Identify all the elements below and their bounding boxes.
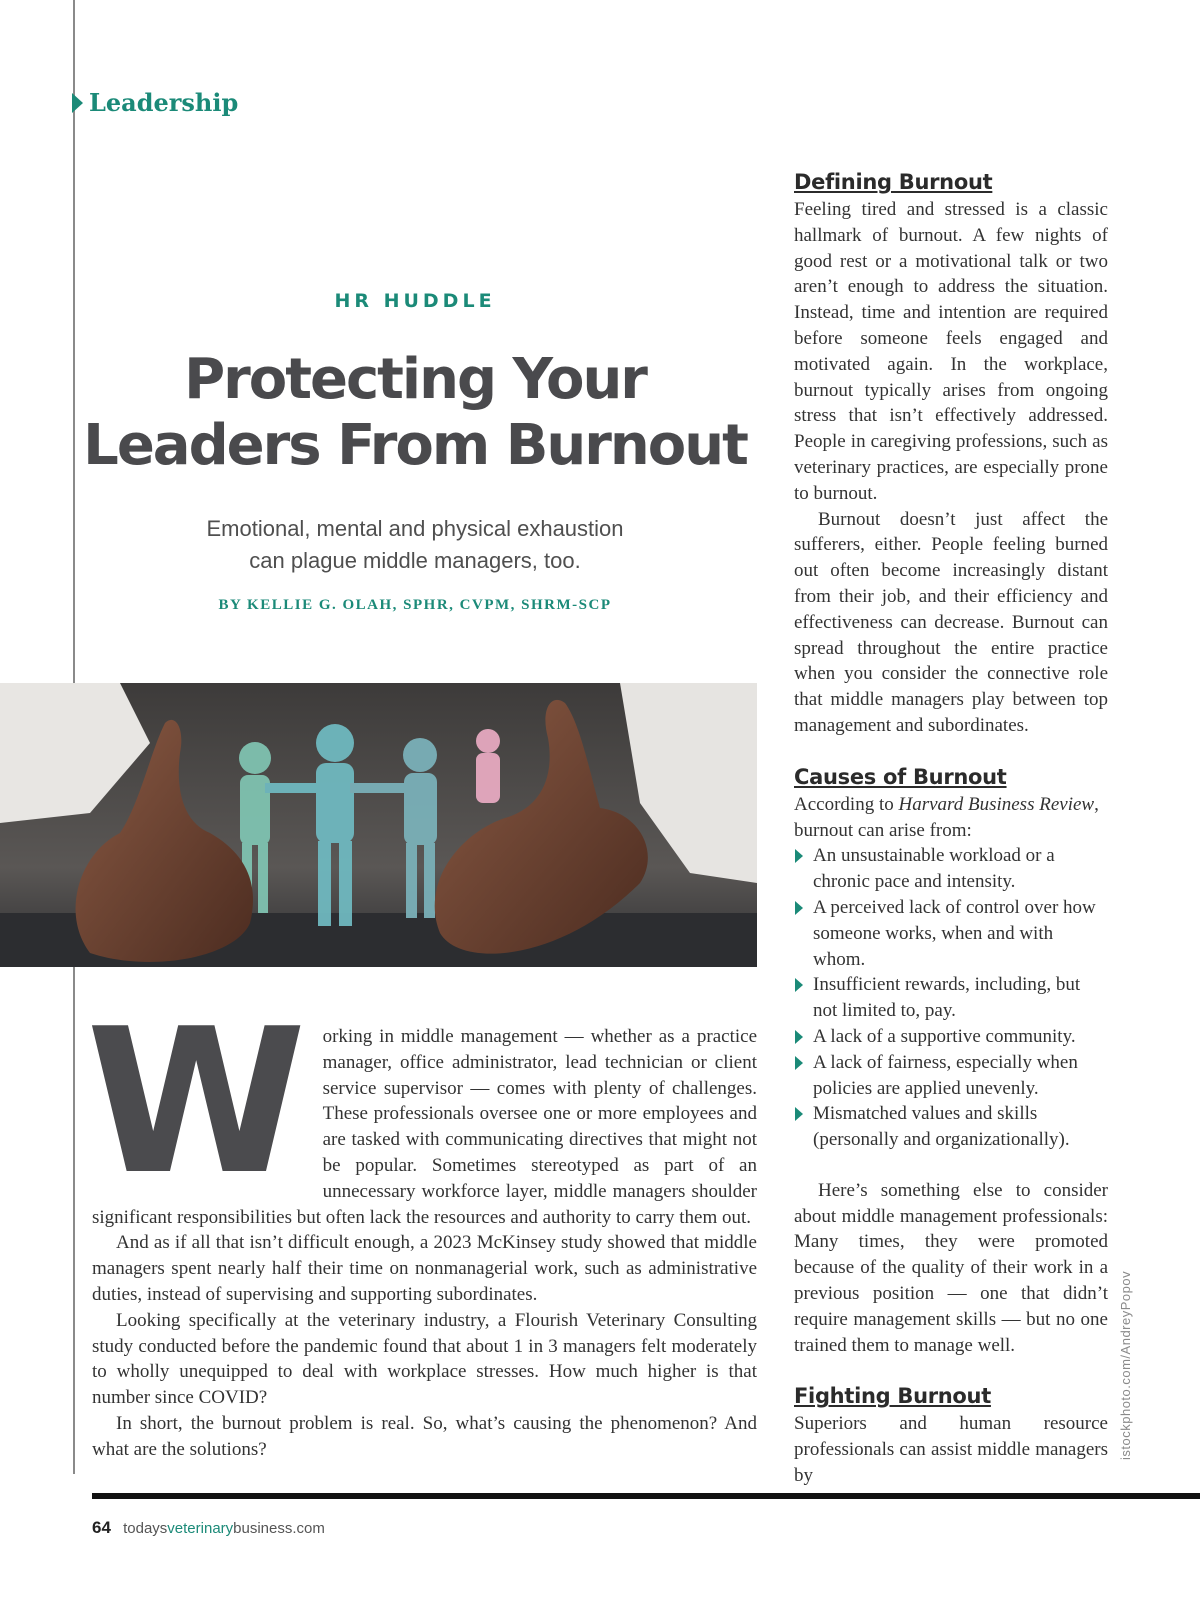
causes-paragraph-2: Here’s something else to consider about middle management professionals: Many times, they were promoted because of the quality of their work in a previous position — one that didn’t require management skills — but no one trained them to manage well. [794,1179,1108,1356]
body-paragraph-3: Looking specifically at the veterinary industry, a Flourish Veterinary Consulting study conducted before the pandemic found that about 1 in 3 managers felt moderately to wholly unequipped to deal with workplace stresses. How much higher is that number since COVID? [92,1309,757,1409]
list-item: Mismatched values and skills (personally and organizationally). [794,1101,1108,1153]
footer-rule [92,1493,1200,1499]
title-line-2: Leaders From Burnout [83,413,747,478]
site-url-part: todays [123,1520,168,1537]
title-line-1: Protecting Your [184,347,646,412]
right-column [794,168,1108,1489]
page-footer [92,1518,325,1538]
body-paragraph-1: orking in middle management — whether as a practice manager, office administrator, lead technician or client service supervisor — comes with plenty of challenges. These professionals oversee one or more employees and are tasked with communicating directives that might not be popular. Sometimes stereotyped as part of an unnecessary workforce layer, middle managers shoulder significant responsibilities but often lack the resources and authority to carry them out. [92,1026,757,1228]
section-label: Leadership [89,88,239,117]
list-item: Insufficient rewards, including, but not limited to, pay. [794,972,1108,1024]
causes-intro-text: According to [794,793,899,815]
causes-intro [794,792,1108,844]
list-item: A lack of a supportive community. [794,1024,1108,1050]
heading-defining-burnout: Defining Burnout [794,170,993,194]
drop-cap: W [86,986,307,1219]
article-header [75,290,755,614]
site-url[interactable] [123,1520,325,1537]
causes-list [794,843,1108,1153]
heading-fighting-burnout: Fighting Burnout [794,1384,991,1409]
defining-paragraph-1: Feeling tired and stressed is a classic hallmark of burnout. A few nights of good rest or a motivational talk or two aren’t enough to address the situation. Instead, time and intention are required before someone feels engaged and motivated again. In the workplace, burnout typically arises from ongoing stress that isn’t effectively addressed. People in caregiving professions, such as veterinary practices, are especially prone to burnout. [794,199,1108,504]
article-body [86,986,757,1463]
body-paragraph-4: In short, the burnout problem is real. So, what’s causing the phenomenon? And what are the solutions? [92,1412,757,1460]
site-url-part: business.com [233,1520,325,1537]
section-tag [72,88,238,117]
deck-line-2: can plague middle managers, too. [249,548,581,573]
deck-line-1: Emotional, mental and physical exhaustion [206,516,624,541]
triangle-marker-icon [72,93,83,113]
defining-paragraph-2: Burnout doesn’t just affect the sufferers, either. People feeling burned out often become increasingly distant from their job, and their efficiency and effectiveness can decrease. Burnout can spread throughout the entire practice when you consider the connective role that middle managers play between top management and subordinates. [794,508,1108,736]
source-title: Harvard Business Review [898,793,1095,815]
photo-credit: istockphoto.com/AndreyPopov [1118,1270,1133,1460]
list-item: A lack of fairness, especially when policies are applied unevenly. [794,1050,1108,1102]
byline: BY KELLIE G. OLAH, SPHR, CVPM, SHRM-SCP [218,597,612,613]
article-deck [75,513,755,577]
page-number: 64 [92,1518,111,1537]
hero-photo [0,683,757,967]
list-item: A perceived lack of control over how someone works, when and with whom. [794,895,1108,972]
heading-causes-of-burnout: Causes of Burnout [794,764,1007,789]
list-item: An unsustainable workload or a chronic pace and intensity. [794,843,1108,895]
kicker: HR HUDDLE [334,290,496,312]
fighting-paragraph-1: Superiors and human resource professionals can assist middle managers by [794,1413,1108,1487]
site-url-accent: veterinary [167,1520,234,1537]
article-title [75,347,755,479]
body-paragraph-2: And as if all that isn’t difficult enough, a 2023 McKinsey study showed that middle managers spent nearly half their time on nonmanagerial work, such as administrative duties, instead of supervising and supporting subordinates. [92,1232,757,1305]
causes-intro-text-end: , burnout can arise from: [794,793,1099,841]
